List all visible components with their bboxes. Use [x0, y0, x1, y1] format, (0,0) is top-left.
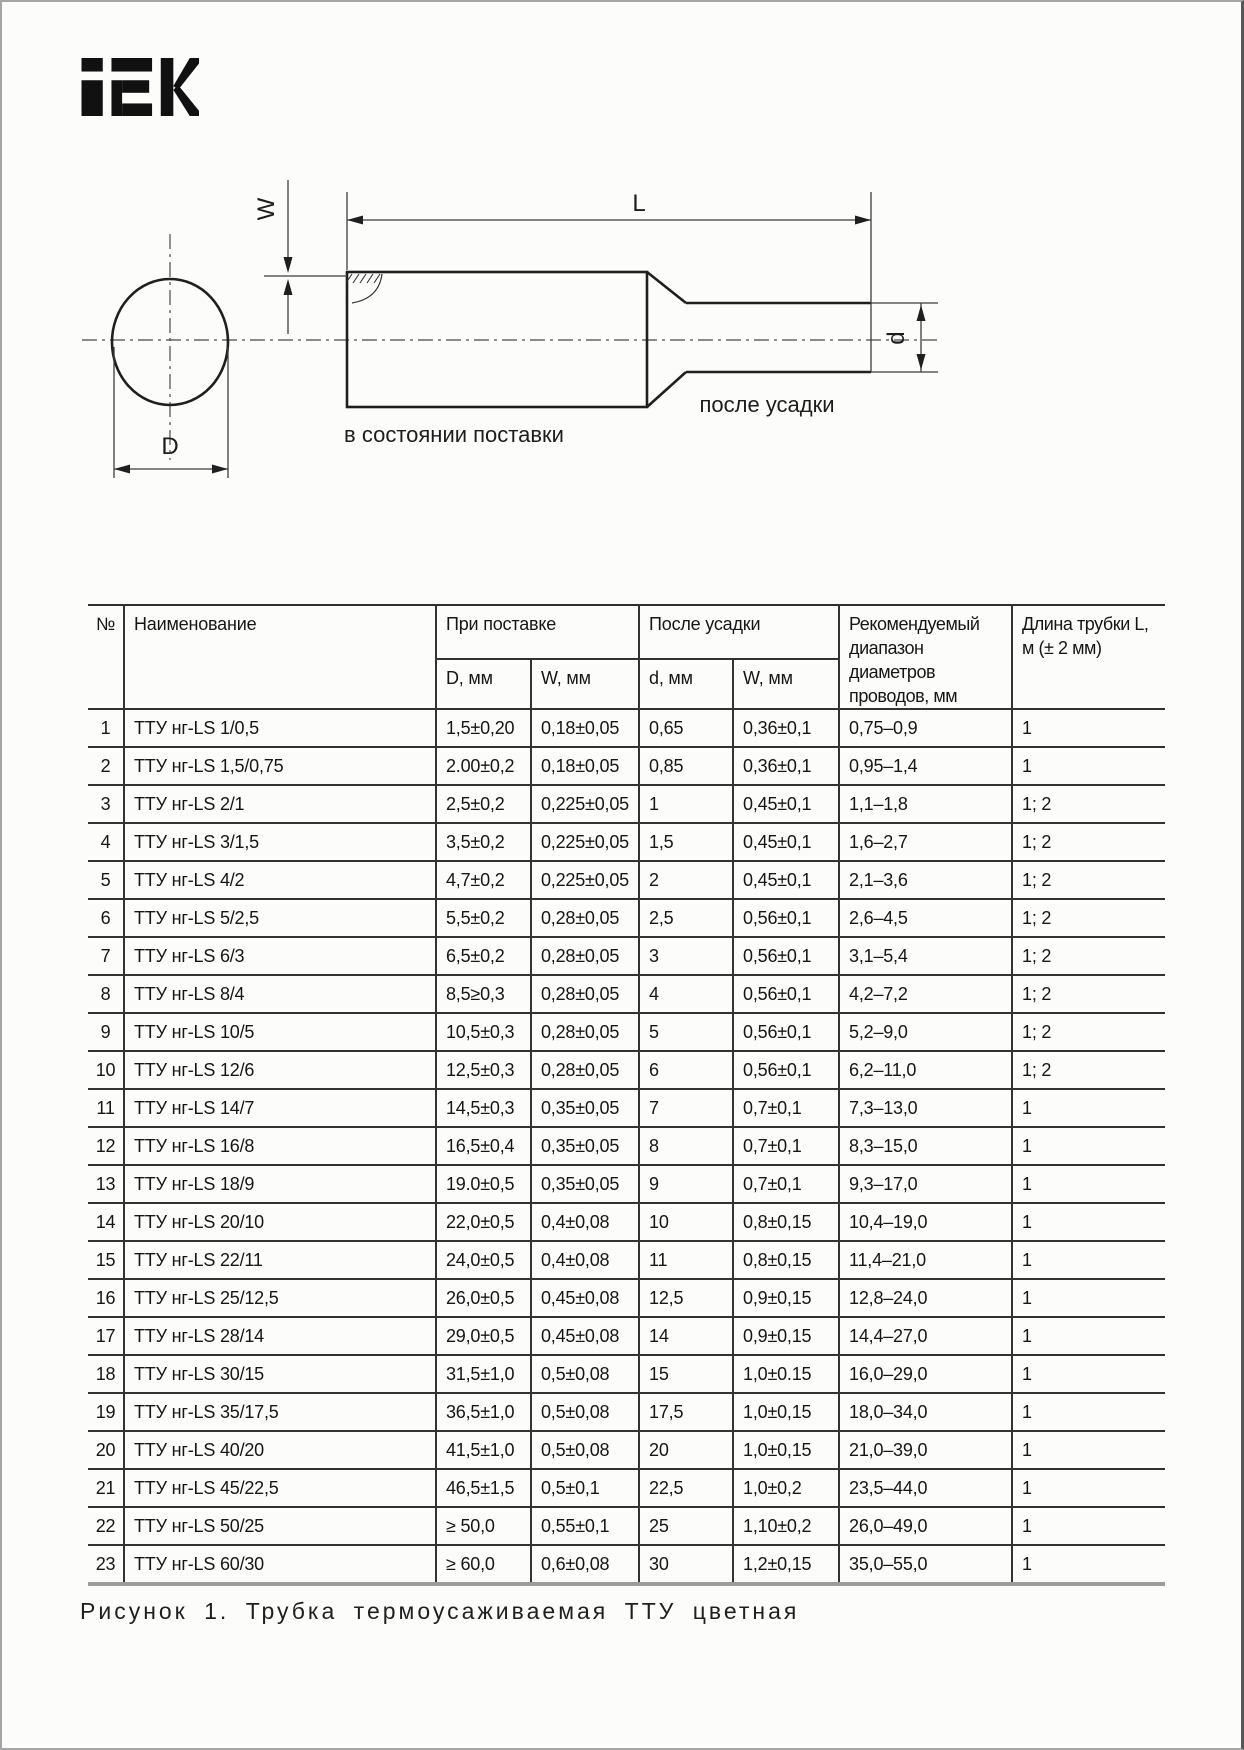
table-cell: 0,7±0,1 [733, 1165, 839, 1203]
table-cell: ТТУ нг-LS 20/10 [124, 1203, 436, 1241]
iek-logo [80, 58, 199, 116]
table-cell: 0,45±0,08 [531, 1279, 639, 1317]
table-cell: 1,2±0,15 [733, 1545, 839, 1584]
table-cell: 4,2–7,2 [839, 975, 1012, 1013]
table-cell: 0,35±0,05 [531, 1089, 639, 1127]
table-cell: 41,5±1,0 [436, 1431, 531, 1469]
table-row [88, 1545, 1165, 1584]
table-cell: 6 [639, 1051, 733, 1089]
table-cell: 0,225±0,05 [531, 823, 639, 861]
col-header-tube-length: Длина трубки L, м (± 2 мм) [1012, 605, 1165, 709]
table-cell: ТТУ нг-LS 2/1 [124, 785, 436, 823]
figure-caption: Рисунок 1. Трубка термоусаживаемая ТТУ цветная [80, 1598, 800, 1624]
table-cell: 1,1–1,8 [839, 785, 1012, 823]
table-cell: 0,75–0,9 [839, 709, 1012, 747]
table-cell: 0,5±0,08 [531, 1431, 639, 1469]
table-cell: 0,225±0,05 [531, 785, 639, 823]
table-row [88, 1393, 1165, 1431]
table-cell: 5 [639, 1013, 733, 1051]
table-cell: ≥ 60,0 [436, 1545, 531, 1584]
table-cell: 22,5 [639, 1469, 733, 1507]
row-number-cell: 21 [88, 1469, 124, 1507]
table-cell: 0,28±0,05 [531, 937, 639, 975]
table-cell: 1,0±0,2 [733, 1469, 839, 1507]
table-cell: 1; 2 [1012, 823, 1165, 861]
table-row [88, 747, 1165, 785]
row-number-cell: 4 [88, 823, 124, 861]
table-cell: 9,3–17,0 [839, 1165, 1012, 1203]
table-cell: 1,0±0,15 [733, 1431, 839, 1469]
table-cell: 20 [639, 1431, 733, 1469]
table-cell: 1 [1012, 1545, 1165, 1584]
table-cell: 0,18±0,05 [531, 709, 639, 747]
table-cell: 1,5±0,20 [436, 709, 531, 747]
table-cell: ТТУ нг-LS 8/4 [124, 975, 436, 1013]
table-cell: 7 [639, 1089, 733, 1127]
table-cell: 0,28±0,05 [531, 899, 639, 937]
logo-e-mid [122, 80, 149, 93]
table-cell: 0,45±0,1 [733, 861, 839, 899]
table-cell: ТТУ нг-LS 16/8 [124, 1127, 436, 1165]
table-cell: 0,8±0,15 [733, 1241, 839, 1279]
tube-side-view-shrunk [686, 303, 871, 372]
table-cell: 0,9±0,15 [733, 1317, 839, 1355]
table-cell: 1 [1012, 1507, 1165, 1545]
row-number-cell: 16 [88, 1279, 124, 1317]
table-cell: 8,3–15,0 [839, 1127, 1012, 1165]
table-cell: ТТУ нг-LS 18/9 [124, 1165, 436, 1203]
table-cell: 1,6–2,7 [839, 823, 1012, 861]
table-row [88, 1089, 1165, 1127]
table-cell: 1 [1012, 1241, 1165, 1279]
table-cell: 0,225±0,05 [531, 861, 639, 899]
table-row [88, 1241, 1165, 1279]
table-cell: 8,5≥0,3 [436, 975, 531, 1013]
table-cell: 15 [639, 1355, 733, 1393]
table-cell: 46,5±1,5 [436, 1469, 531, 1507]
table-row [88, 1469, 1165, 1507]
table-cell: 21,0–39,0 [839, 1431, 1012, 1469]
row-number-cell: 8 [88, 975, 124, 1013]
table-cell: 1 [1012, 1355, 1165, 1393]
table-cell: 10,4–19,0 [839, 1203, 1012, 1241]
spec-table-body [88, 709, 1165, 1584]
table-cell: 1 [1012, 1317, 1165, 1355]
table-cell: 4 [639, 975, 733, 1013]
table-cell: ТТУ нг-LS 28/14 [124, 1317, 436, 1355]
table-cell: 3 [639, 937, 733, 975]
table-cell: 5,5±0,2 [436, 899, 531, 937]
table-row [88, 1507, 1165, 1545]
col-header-after-d: d, мм [639, 659, 733, 709]
row-number-cell: 19 [88, 1393, 124, 1431]
col-header-name: Наименование [124, 605, 436, 709]
table-cell: ТТУ нг-LS 1,5/0,75 [124, 747, 436, 785]
table-cell: 10,5±0,3 [436, 1013, 531, 1051]
table-cell: 18,0–34,0 [839, 1393, 1012, 1431]
table-cell: 2,1–3,6 [839, 861, 1012, 899]
table-cell: 0,4±0,08 [531, 1241, 639, 1279]
table-cell: 11 [639, 1241, 733, 1279]
spec-table-header [88, 605, 1165, 709]
row-number-cell: 17 [88, 1317, 124, 1355]
table-cell: ТТУ нг-LS 45/22,5 [124, 1469, 436, 1507]
table-cell: 2 [639, 861, 733, 899]
table-cell: ТТУ нг-LS 60/30 [124, 1545, 436, 1584]
table-cell: ТТУ нг-LS 40/20 [124, 1431, 436, 1469]
row-number-cell: 11 [88, 1089, 124, 1127]
row-number-cell: 3 [88, 785, 124, 823]
table-cell: ТТУ нг-LS 14/7 [124, 1089, 436, 1127]
table-cell: 0,56±0,1 [733, 1051, 839, 1089]
table-cell: ТТУ нг-LS 35/17,5 [124, 1393, 436, 1431]
after-shrink-label: после усадки [699, 392, 835, 417]
table-cell: 1; 2 [1012, 1013, 1165, 1051]
table-cell: 35,0–55,0 [839, 1545, 1012, 1584]
table-cell: 0,56±0,1 [733, 899, 839, 937]
table-cell: 1 [1012, 1089, 1165, 1127]
table-row [88, 1317, 1165, 1355]
table-cell: 23,5–44,0 [839, 1469, 1012, 1507]
table-cell: 1 [639, 785, 733, 823]
table-cell: 5,2–9,0 [839, 1013, 1012, 1051]
table-cell: 7,3–13,0 [839, 1089, 1012, 1127]
table-cell: 0,45±0,1 [733, 785, 839, 823]
table-cell: 1,0±0.15 [733, 1355, 839, 1393]
table-cell: ТТУ нг-LS 25/12,5 [124, 1279, 436, 1317]
table-cell: 14 [639, 1317, 733, 1355]
row-number-cell: 23 [88, 1545, 124, 1584]
table-cell: ТТУ нг-LS 10/5 [124, 1013, 436, 1051]
label-d: d [883, 331, 910, 345]
table-cell: 12,5±0,3 [436, 1051, 531, 1089]
table-cell: ТТУ нг-LS 22/11 [124, 1241, 436, 1279]
table-cell: 6,2–11,0 [839, 1051, 1012, 1089]
table-cell: 0,56±0,1 [733, 975, 839, 1013]
table-cell: 26,0±0,5 [436, 1279, 531, 1317]
spec-table [88, 604, 1165, 1586]
table-cell: 1,10±0,2 [733, 1507, 839, 1545]
label-W: W [253, 197, 280, 221]
table-cell: 0,4±0,08 [531, 1203, 639, 1241]
table-cell: 8 [639, 1127, 733, 1165]
logo-k-stem [161, 58, 174, 116]
table-cell: 0,18±0,05 [531, 747, 639, 785]
table-row [88, 1355, 1165, 1393]
table-cell: 12,5 [639, 1279, 733, 1317]
logo-k-lower-arm [173, 85, 199, 116]
table-row [88, 899, 1165, 937]
table-cell: ТТУ нг-LS 50/25 [124, 1507, 436, 1545]
dimension-W [253, 180, 347, 334]
row-number-cell: 20 [88, 1431, 124, 1469]
row-number-cell: 12 [88, 1127, 124, 1165]
dimension-d [871, 303, 938, 372]
table-cell: 9 [639, 1165, 733, 1203]
row-number-cell: 6 [88, 899, 124, 937]
row-number-cell: 18 [88, 1355, 124, 1393]
row-number-cell: 13 [88, 1165, 124, 1203]
table-cell: 0,56±0,1 [733, 937, 839, 975]
row-number-cell: 14 [88, 1203, 124, 1241]
table-cell: 2,5 [639, 899, 733, 937]
table-cell: 1,0±0,15 [733, 1393, 839, 1431]
table-row [88, 709, 1165, 747]
table-row [88, 1203, 1165, 1241]
table-cell: 1; 2 [1012, 937, 1165, 975]
table-cell: 0,5±0,08 [531, 1355, 639, 1393]
table-cell: ТТУ нг-LS 3/1,5 [124, 823, 436, 861]
table-row [88, 823, 1165, 861]
table-cell: 1 [1012, 1393, 1165, 1431]
dimension-D [114, 347, 228, 478]
wall-hatch-detail [346, 274, 382, 303]
table-cell: 2.00±0,2 [436, 747, 531, 785]
table-cell: ТТУ нг-LS 6/3 [124, 937, 436, 975]
table-cell: 0,36±0,1 [733, 709, 839, 747]
table-cell: ТТУ нг-LS 30/15 [124, 1355, 436, 1393]
table-cell: 11,4–21,0 [839, 1241, 1012, 1279]
label-D: D [161, 433, 179, 460]
table-cell: 22,0±0,5 [436, 1203, 531, 1241]
table-cell: 24,0±0,5 [436, 1241, 531, 1279]
technical-drawing [62, 152, 962, 492]
row-number-cell: 1 [88, 709, 124, 747]
table-cell: 1 [1012, 1469, 1165, 1507]
table-cell: 6,5±0,2 [436, 937, 531, 975]
table-cell: 0,5±0,1 [531, 1469, 639, 1507]
table-cell: 0,28±0,05 [531, 1013, 639, 1051]
logo-i-dot [82, 58, 103, 72]
table-cell: 31,5±1,0 [436, 1355, 531, 1393]
table-cell: 25 [639, 1507, 733, 1545]
col-header-supplied-D: D, мм [436, 659, 531, 709]
table-row [88, 1279, 1165, 1317]
table-row [88, 1431, 1165, 1469]
table-cell: 1; 2 [1012, 861, 1165, 899]
col-header-num: № [88, 605, 124, 709]
table-cell: ТТУ нг-LS 1/0,5 [124, 709, 436, 747]
row-number-cell: 15 [88, 1241, 124, 1279]
table-cell: 19.0±0,5 [436, 1165, 531, 1203]
table-cell: 0,55±0,1 [531, 1507, 639, 1545]
table-cell: 1; 2 [1012, 899, 1165, 937]
logo-i-stem [82, 80, 103, 116]
table-cell: 0,85 [639, 747, 733, 785]
col-group-supplied: При поставке [436, 605, 639, 659]
table-cell: 1,5 [639, 823, 733, 861]
table-cell: 0,8±0,15 [733, 1203, 839, 1241]
table-cell: 0,95–1,4 [839, 747, 1012, 785]
table-row [88, 1127, 1165, 1165]
table-row [88, 975, 1165, 1013]
table-row [88, 861, 1165, 899]
row-number-cell: 10 [88, 1051, 124, 1089]
table-cell: 30 [639, 1545, 733, 1584]
table-cell: 16,0–29,0 [839, 1355, 1012, 1393]
table-cell: 36,5±1,0 [436, 1393, 531, 1431]
table-row [88, 937, 1165, 975]
table-cell: 14,4–27,0 [839, 1317, 1012, 1355]
table-cell: 0,45±0,08 [531, 1317, 639, 1355]
logo-e-bottom [122, 103, 152, 116]
table-cell: 29,0±0,5 [436, 1317, 531, 1355]
table-row [88, 1013, 1165, 1051]
table-cell: 1 [1012, 1279, 1165, 1317]
col-header-wire-range: Рекомендуемый диапазон диаметров проводов, мм [839, 605, 1012, 709]
table-row [88, 1051, 1165, 1089]
table-cell: 0,28±0,05 [531, 975, 639, 1013]
table-cell: 1 [1012, 1431, 1165, 1469]
dimension-L [347, 190, 871, 372]
table-cell: 4,7±0,2 [436, 861, 531, 899]
table-cell: 1 [1012, 709, 1165, 747]
logo-e-top [111, 58, 152, 72]
table-cell: 0,9±0,15 [733, 1279, 839, 1317]
table-cell: 0,7±0,1 [733, 1127, 839, 1165]
table-row [88, 1165, 1165, 1203]
table-cell: 0,35±0,05 [531, 1165, 639, 1203]
table-cell: 1; 2 [1012, 1051, 1165, 1089]
table-cell: 2,6–4,5 [839, 899, 1012, 937]
table-cell: 3,1–5,4 [839, 937, 1012, 975]
table-cell: 0,65 [639, 709, 733, 747]
table-cell: 0,36±0,1 [733, 747, 839, 785]
row-number-cell: 7 [88, 937, 124, 975]
table-cell: 1 [1012, 1165, 1165, 1203]
col-group-after-shrink: После усадки [639, 605, 839, 659]
table-cell: 0,6±0,08 [531, 1545, 639, 1584]
row-number-cell: 2 [88, 747, 124, 785]
col-header-after-W: W, мм [733, 659, 839, 709]
table-cell: 0,7±0,1 [733, 1089, 839, 1127]
table-cell: 1 [1012, 747, 1165, 785]
table-cell: ТТУ нг-LS 4/2 [124, 861, 436, 899]
table-cell: 0,45±0,1 [733, 823, 839, 861]
table-cell: 10 [639, 1203, 733, 1241]
row-number-cell: 5 [88, 861, 124, 899]
table-cell: ТТУ нг-LS 5/2,5 [124, 899, 436, 937]
table-cell: 3,5±0,2 [436, 823, 531, 861]
logo-k-upper-arm [173, 58, 199, 90]
row-number-cell: 22 [88, 1507, 124, 1545]
col-header-supplied-W: W, мм [531, 659, 639, 709]
table-cell: 26,0–49,0 [839, 1507, 1012, 1545]
row-number-cell: 9 [88, 1013, 124, 1051]
label-L: L [632, 190, 646, 217]
table-cell: 0,28±0,05 [531, 1051, 639, 1089]
table-cell: 0,35±0,05 [531, 1127, 639, 1165]
table-cell: 1; 2 [1012, 975, 1165, 1013]
table-cell: 17,5 [639, 1393, 733, 1431]
table-cell: 12,8–24,0 [839, 1279, 1012, 1317]
table-cell: 16,5±0,4 [436, 1127, 531, 1165]
table-cell: 0,56±0,1 [733, 1013, 839, 1051]
table-cell: 1; 2 [1012, 785, 1165, 823]
logo-e-spine [111, 80, 122, 116]
table-row [88, 785, 1165, 823]
table-cell: 1 [1012, 1127, 1165, 1165]
table-cell: 1 [1012, 1203, 1165, 1241]
table-cell: ≥ 50,0 [436, 1507, 531, 1545]
supplied-state-label: в состоянии поставки [344, 422, 564, 447]
table-cell: 14,5±0,3 [436, 1089, 531, 1127]
table-cell: 0,5±0,08 [531, 1393, 639, 1431]
table-cell: ТТУ нг-LS 12/6 [124, 1051, 436, 1089]
table-cell: 2,5±0,2 [436, 785, 531, 823]
